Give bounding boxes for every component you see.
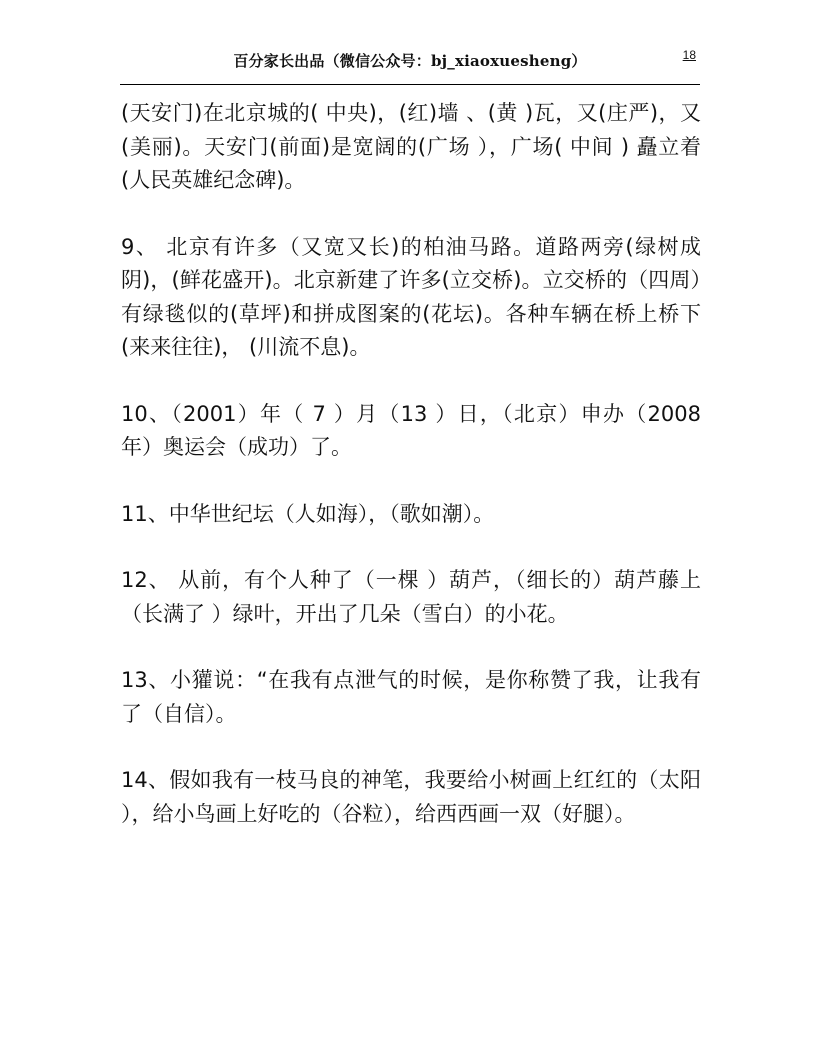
paragraph-item-9: 9、 北京有许多（又宽又长)的柏油马路。道路两旁(绿树成阴)，(鲜花盛开)。北京新建了许多(立交桥)。立交桥的（四周）有绿毯似的(草坪)和拼成图案的(花坛)。各种车辆在桥上桥下(来来往往)， (川流不息)。 [121,234,701,359]
document-body [121,97,701,864]
paragraph-item-14: 14、假如我有一枝马良的神笔，我要给小树画上红红的（太阳 ），给小鸟画上好吃的（谷粒），给西西画一双（好腿）。 [121,768,701,826]
page-number: 18 [682,48,696,62]
page-header [120,44,700,85]
paragraph-item-13: 13、小獾说：“在我有点泄气的时候，是你称赞了我，让我有了（自信）。 [121,668,701,726]
header-title: 百分家长出品（微信公众号：bj_xiaoxuesheng） [233,52,587,70]
paragraph-tiananmen: (天安门)在北京城的( 中央)，(红)墙 、(黄 )瓦，又(庄严)，又(美丽)。天安门(前面)是宽阔的(广场 ），广场( 中间 ) 矗立着(人民英雄纪念碑)。 [121,101,701,192]
paragraph-item-12: 12、 从前，有个人种了（一棵 ）葫芦，（细长的）葫芦藤上（长满了 ）绿叶，开出了几朵（雪白）的小花。 [121,568,701,626]
paragraph-item-11: 11、中华世纪坛（人如海），（歌如潮）。 [121,501,495,526]
paragraph-item-10: 10、（2001）年（ 7 ）月（13 ）日，（北京）申办（2008年）奥运会（成功）了。 [121,401,701,459]
